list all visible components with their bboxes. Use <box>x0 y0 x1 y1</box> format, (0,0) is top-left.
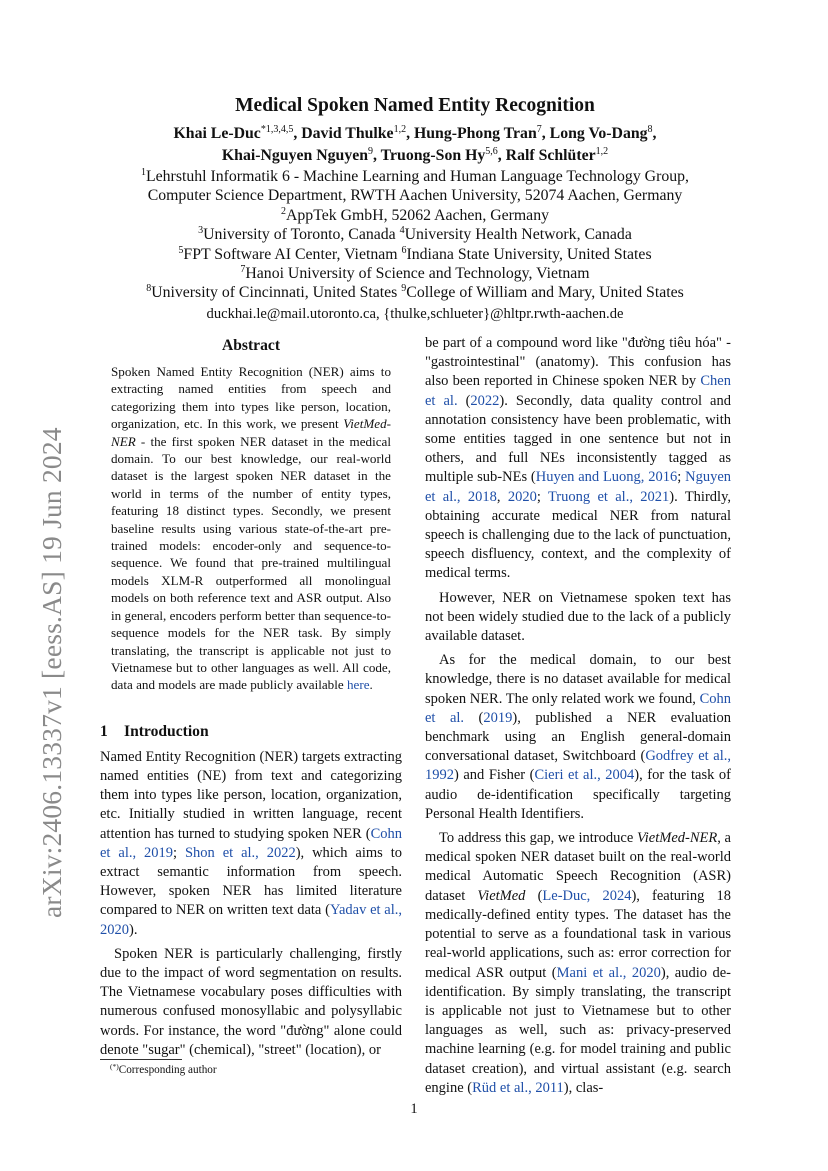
author-name: Long Vo-Dang <box>549 125 648 142</box>
author-affil-mark: 5,6 <box>485 146 498 157</box>
text-segment: As for the medical domain, to our best knowledge, there is no dataset available for medical spoken NER. The only related work we found, <box>425 652 731 707</box>
affiliation: Indiana State University, United States <box>406 245 652 263</box>
arxiv-identifier-stamp: arXiv:2406.13337v1 [eess.AS] 19 Jun 2024 <box>36 427 67 918</box>
author-name: Khai Le-Duc <box>173 125 261 142</box>
author-name: Hung-Phong Tran <box>413 125 537 142</box>
affiliation: Computer Science Department, RWTH Aachen University, 52074 Aachen, Germany <box>147 187 683 205</box>
text-segment: ), for the task of audio de-identification specifically targeting Personal Health Identifiers. <box>425 767 731 822</box>
citation-link[interactable]: Le-Duc, 2024 <box>542 887 632 904</box>
citation-link[interactable]: Chen et al. <box>425 373 731 409</box>
text-segment: ). Thirdly, obtaining accurate medical NER from natural speech is challenging due to the lack of punctuation, speech disfluency, context, and the complexity of medical terms. <box>425 488 731 582</box>
affil-mark: 4 <box>399 225 405 237</box>
citation-link[interactable]: Rüd et al., 2011 <box>472 1079 564 1096</box>
abstract-segment: . <box>369 677 373 693</box>
author-emails: duckhai.le@mail.utoronto.ca, {thulke,schlueter}@hltpr.rwth-aachen.de <box>206 305 624 322</box>
abstract-segment: Spoken Named Entity Recognition (NER) aims to extracting named entities from speech and categorizing them into types like person, location, organization, etc. In this work, we present <box>111 364 391 432</box>
text-segment: ) and Fisher ( <box>454 767 535 784</box>
author-name: David Thulke <box>301 125 394 142</box>
right-column <box>425 334 731 1098</box>
paper-header <box>100 94 730 325</box>
text-segment: Named Entity Recognition (NER) targets extracting named entities (NE) from text and categorizing them into types like person, location, organization, etc. Initially studied in written language, recent attention has turned to studying spoken NER ( <box>100 748 402 842</box>
author-name: Truong-Son Hy <box>380 147 486 164</box>
author-affil-mark: *1,3,4,5 <box>260 124 294 135</box>
text-segment: ; <box>677 469 686 486</box>
citation-link[interactable]: Cohn et al., 2019 <box>100 825 402 861</box>
citation-link[interactable]: 2020 <box>507 488 537 505</box>
affiliation: AppTek GmbH, 52062 Aachen, Germany <box>286 206 549 224</box>
affil-mark: 9 <box>401 283 407 295</box>
affiliation: University of Toronto, Canada <box>203 226 400 244</box>
text-segment: ; <box>536 488 548 505</box>
paper-title: Medical Spoken Named Entity Recognition <box>235 95 595 116</box>
affiliation: University Health Network, Canada <box>404 226 632 244</box>
dataset-name: VietMed-NER <box>636 830 718 847</box>
citation-link[interactable]: Truong et al., 2021 <box>547 488 670 505</box>
text-segment: , <box>496 488 508 505</box>
affil-mark: 1 <box>141 167 146 178</box>
abstract-text <box>111 363 391 694</box>
citation-link[interactable]: Mani et al., 2020 <box>556 964 661 981</box>
affiliation: Hanoi University of Science and Technology, Vietnam <box>245 265 590 283</box>
citation-link[interactable]: Cieri et al., 2004 <box>534 767 635 784</box>
affil-mark: 3 <box>198 225 204 237</box>
citation-link[interactable]: Yadav et al., 2020 <box>100 902 402 938</box>
intro-paragraph: Spoken NER is particularly challenging, firstly due to the impact of word segmentation on results. The Vietnamese vocabulary poses difficulties with numerous confused monosyllabic and polysyllabic words. For instance, the word "đường" alone could denote "sugar" (chemical), "street" (location), or <box>100 945 402 1058</box>
affiliation: FPT Software AI Center, Vietnam <box>183 245 402 263</box>
intro-paragraph <box>100 748 402 940</box>
citation-link[interactable]: Godfrey et al., 1992 <box>425 748 731 784</box>
author-affil-mark: 9 <box>368 146 374 157</box>
affiliation: Lehrstuhl Informatik 6 - Machine Learning and Human Language Technology Group, <box>146 168 689 185</box>
text-segment: To address this gap, we introduce <box>439 830 637 847</box>
author-affil-mark: 7 <box>536 124 542 135</box>
text-segment: ), clas- <box>563 1079 604 1096</box>
section-heading-introduction <box>100 722 402 742</box>
footnote-mark: (*) <box>110 1062 119 1071</box>
author-list: Khai Le-Duc$^{*1,3,4,5}$, David Thulke$^{1,2}$, Hung-Phong Tran$^7$, Long Vo-Dang$^8$, Khai-Nguyen Nguyen$^9$, Truong-Son Hy$^{5,6}$, Ralf Schlüter$^{1,2}$ <box>173 124 657 164</box>
footnote <box>110 1063 217 1077</box>
footnote-text: Corresponding author <box>118 1064 217 1076</box>
author-name: Ralf Schlüter <box>505 147 596 164</box>
text-segment: ). <box>129 921 138 938</box>
dataset-name: VietMed <box>477 887 526 904</box>
citation-link[interactable]: 2022 <box>470 392 500 409</box>
citation-link[interactable]: Nguyen et al., 2018 <box>425 469 732 505</box>
text-segment: , a medical spoken NER dataset built on the real-world medical Automatic Speech Recognition (ASR) dataset <box>425 830 731 904</box>
text-segment: ; <box>173 844 185 861</box>
affiliation: University of Cincinnati, United States <box>151 284 402 302</box>
author-affil-mark: 1,2 <box>595 146 609 157</box>
body-paragraph <box>425 829 731 1098</box>
text-segment: ( <box>457 392 471 409</box>
affil-mark: 8 <box>146 283 152 295</box>
author-affil-mark: 1,2 <box>393 124 407 135</box>
abstract-segment: - the first spoken NER dataset in the medical domain. To our best knowledge, our real-world dataset is the largest spoken NER dataset in the world in terms of the number of entity types, featuring 18 distinct types. Secondly, we present baseline results using various state-of-the-art pre-trained models: encoder-only and sequence-to-sequence. We found that pre-trained multilingual models XLM-R outperformed all monolingual models on both reference text and ASR output. Also in general, encoders perform better than sequence-to-sequence models for the NER task. By simply translating, the transcript is applicable not just to Vietnamese but to other languages as well. All code, data and models are made publicly available <box>111 433 391 693</box>
text-segment: ), audio de-identification. By simply translating, the transcript is applicable not just to Vietnamese but to other languages as well, such as: privacy-preserved machine learning (e.g. for model training and public dataset creation), and virtual assistant (e.g. search engine ( <box>425 964 731 1096</box>
body-paragraph <box>425 334 731 584</box>
section-number: 1 <box>100 722 108 740</box>
dataset-name: VietMed-NER <box>111 416 391 449</box>
affil-mark: 6 <box>401 244 407 256</box>
code-link[interactable]: here <box>346 677 370 693</box>
left-column <box>100 336 402 1060</box>
citation-link[interactable]: 2019 <box>483 709 513 726</box>
section-title: Introduction <box>124 722 209 740</box>
citation-link[interactable]: Huyen and Luong, 2016 <box>535 469 678 486</box>
text-segment: ), published a NER evaluation benchmark using an English general-domain conversational dataset, Switchboard ( <box>425 709 731 765</box>
author-affil-mark: 8 <box>647 124 653 135</box>
body-paragraph: However, NER on Vietnamese spoken text has not been widely studied due to the lack of a publicly available dataset. <box>425 589 731 645</box>
author-name: Khai-Nguyen Nguyen <box>221 147 369 164</box>
affiliation: College of William and Mary, United States <box>406 284 684 302</box>
text-segment: be part of a compound word like "đường tiêu hóa" - "gastrointestinal" (anatomy). This confusion has also been reported in Chinese spoken NER by <box>425 335 731 390</box>
footnote-divider <box>100 1059 182 1060</box>
text-segment: ), featuring 18 medically-defined entity types. The dataset has the potential to serve as a foundational task in various real-world applications, such as: error correction for medical ASR output ( <box>425 887 731 981</box>
citation-link[interactable]: Cohn et al. <box>425 690 731 726</box>
abstract-heading: Abstract <box>221 337 281 354</box>
affiliation-list <box>100 167 730 303</box>
body-paragraph <box>425 651 731 824</box>
citation-link[interactable]: Shon et al., 2022 <box>184 844 296 861</box>
text-segment: ( <box>525 887 543 904</box>
text-segment: ). Secondly, data quality control and annotation consistency have been problematic, with some entities tagged in one sentence but not in others, and full NEs inconsistently tagged as multiple sub-NEs ( <box>425 392 731 486</box>
page-number: 1 <box>410 1101 418 1117</box>
affil-mark: 2 <box>281 205 286 217</box>
text-segment: ), which aims to extract semantic information from speech. However, spoken NER has limited literature compared to NER on written text data ( <box>100 844 402 919</box>
affil-mark: 5 <box>178 244 184 256</box>
affil-mark: 7 <box>240 264 246 276</box>
text-segment: ( <box>464 709 484 726</box>
